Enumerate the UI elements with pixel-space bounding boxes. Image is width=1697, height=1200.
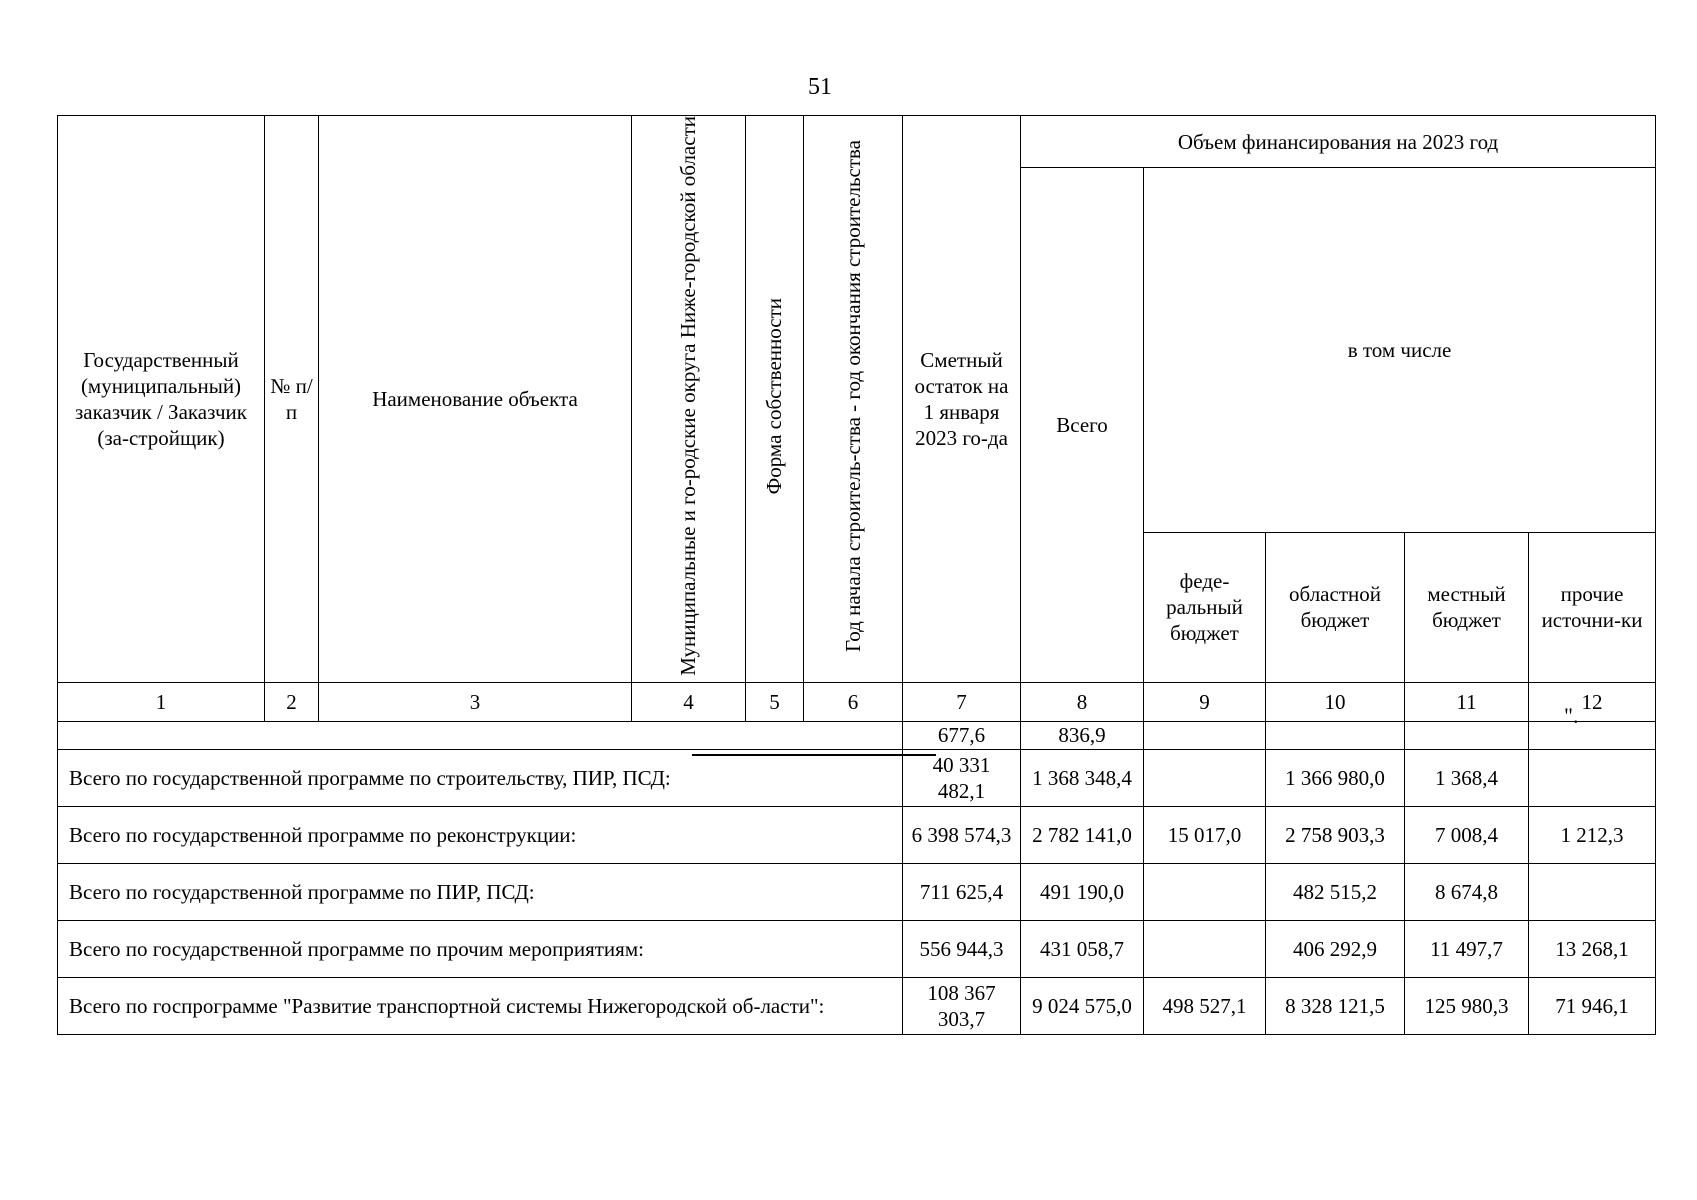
financing-table — [57, 115, 1656, 1035]
summary-row-other-activities — [58, 920, 1656, 977]
summary-total: 2 782 141,0 — [1021, 806, 1144, 863]
summary-regional: 8 328 121,5 — [1266, 977, 1405, 1034]
summary-other — [1529, 863, 1656, 920]
carry-over-estimate: 677,6 — [903, 721, 1021, 749]
header-row-number: № п/п — [265, 116, 319, 683]
summary-row-design — [58, 863, 1656, 920]
summary-local: 7 008,4 — [1405, 806, 1529, 863]
column-number: 2 — [265, 682, 319, 721]
carry-over-other — [1529, 721, 1656, 749]
header-customer: Государственный (муниципальный) заказчик / Заказчик (за-стройщик) — [58, 116, 265, 683]
summary-local: 1 368,4 — [1405, 749, 1529, 806]
header-local-budget: местный бюджет — [1405, 532, 1529, 682]
summary-federal: 498 527,1 — [1144, 977, 1266, 1034]
summary-other: 13 268,1 — [1529, 920, 1656, 977]
summary-regional: 482 515,2 — [1266, 863, 1405, 920]
closing-quote-mark: ". — [1564, 703, 1579, 728]
summary-estimate: 556 944,3 — [903, 920, 1021, 977]
summary-other: 1 212,3 — [1529, 806, 1656, 863]
header-other-sources: прочие источни-ки — [1529, 532, 1656, 682]
summary-estimate: 6 398 574,3 — [903, 806, 1021, 863]
header-financing-volume: Объем финансирования на 2023 год — [1021, 116, 1656, 168]
header-estimate-balance: Сметный остаток на 1 января 2023 го-да — [903, 116, 1021, 683]
header-regional-budget: областной бюджет — [1266, 532, 1405, 682]
header-total: Всего — [1021, 168, 1144, 683]
summary-label: Всего по государственной программе по ПИР, ПСД: — [58, 863, 903, 920]
summary-total: 9 024 575,0 — [1021, 977, 1144, 1034]
column-number: 5 — [746, 682, 804, 721]
summary-label: Всего по госпрограмме "Развитие транспортной системы Нижегородской об-ласти": — [58, 977, 903, 1034]
header-ownership-text: Форма собственности — [762, 297, 786, 495]
column-number: 4 — [632, 682, 746, 721]
header-including: в том числе — [1144, 168, 1656, 533]
summary-estimate: 108 367 303,7 — [903, 977, 1021, 1034]
summary-total: 491 190,0 — [1021, 863, 1144, 920]
summary-row-program-total — [58, 977, 1656, 1034]
column-number: 12 — [1529, 682, 1656, 721]
column-number: 11 — [1405, 682, 1529, 721]
column-number: 9 — [1144, 682, 1266, 721]
carry-over-federal — [1144, 721, 1266, 749]
summary-label: Всего по государственной программе по прочим мероприятиям: — [58, 920, 903, 977]
summary-other — [1529, 749, 1656, 806]
carry-over-row — [58, 721, 1656, 749]
summary-total: 431 058,7 — [1021, 920, 1144, 977]
summary-estimate: 711 625,4 — [903, 863, 1021, 920]
column-number-row — [58, 682, 1656, 721]
column-number: 7 — [903, 682, 1021, 721]
header-ownership — [746, 116, 804, 683]
page-number: 51 — [808, 74, 832, 100]
column-number: 1 — [58, 682, 265, 721]
header-federal-budget: феде-ральный бюджет — [1144, 532, 1266, 682]
summary-label: Всего по государственной программе по реконструкции: — [58, 806, 903, 863]
carry-over-regional — [1266, 721, 1405, 749]
summary-row-reconstruction — [58, 806, 1656, 863]
summary-other: 71 946,1 — [1529, 977, 1656, 1034]
summary-total: 1 368 348,4 — [1021, 749, 1144, 806]
column-number: 8 — [1021, 682, 1144, 721]
summary-federal — [1144, 920, 1266, 977]
summary-federal — [1144, 749, 1266, 806]
summary-local: 125 980,3 — [1405, 977, 1529, 1034]
column-number: 6 — [804, 682, 903, 721]
summary-local: 8 674,8 — [1405, 863, 1529, 920]
header-municipality — [632, 116, 746, 683]
summary-regional: 1 366 980,0 — [1266, 749, 1405, 806]
summary-estimate: 40 331 482,1 — [903, 749, 1021, 806]
header-municipality-text: Муниципальные и го-родские округа Ниже-городской области — [676, 116, 700, 676]
footer-divider-line — [692, 754, 936, 756]
summary-regional: 406 292,9 — [1266, 920, 1405, 977]
header-object-name: Наименование объекта — [319, 116, 632, 683]
header-construction-years — [804, 116, 903, 683]
carry-over-local — [1405, 721, 1529, 749]
summary-regional: 2 758 903,3 — [1266, 806, 1405, 863]
summary-label: Всего по государственной программе по строительству, ПИР, ПСД: — [58, 749, 903, 806]
column-number: 10 — [1266, 682, 1405, 721]
header-construction-years-text: Год начала строитель-ства - год окончания строительства — [840, 139, 865, 652]
column-number: 3 — [319, 682, 632, 721]
summary-row-construction — [58, 749, 1656, 806]
summary-federal — [1144, 863, 1266, 920]
summary-local: 11 497,7 — [1405, 920, 1529, 977]
carry-over-label-cell — [58, 721, 903, 749]
carry-over-total: 836,9 — [1021, 721, 1144, 749]
summary-federal: 15 017,0 — [1144, 806, 1266, 863]
